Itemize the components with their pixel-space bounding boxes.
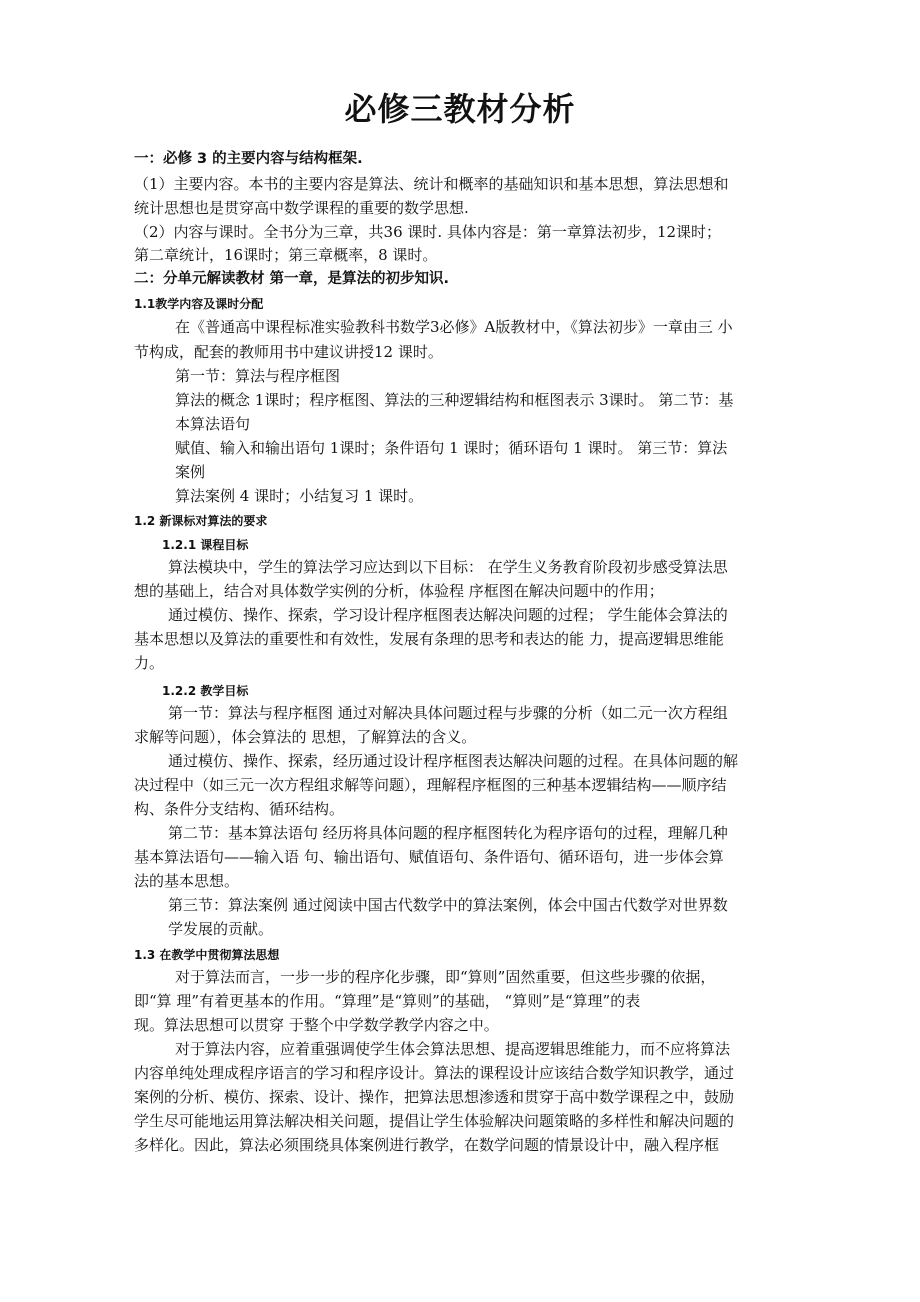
section-heading: 1.2.1 课程目标 — [162, 538, 249, 552]
paragraph-line: 对于算法而言，一步一步的程序化步骤，即“算则”固然重要，但这些步骤的依据， — [175, 968, 716, 986]
paragraph-line: 基本算法语句——输入语 句、输出语句、赋值语句、条件语句、循环语句，进一步体会算 — [134, 848, 724, 866]
paragraph-line: 力。 — [134, 654, 165, 672]
paragraph-line: 想的基础上，结合对具体数学实例的分析，体验程 序框图在解决问题中的作用； — [134, 582, 664, 600]
paragraph-line: 基本思想以及算法的重要性和有效性，发展有条理的思考和表达的能 力，提高逻辑思维能 — [134, 630, 724, 648]
paragraph-line: 构、条件分支结构、循环结构。 — [134, 800, 345, 818]
paragraph-line: 学生尽可能地运用算法解决相关问题，提倡让学生体验解决问题策略的多样性和解决问题的 — [134, 1112, 735, 1130]
paragraph-line: 决过程中（如三元一次方程组求解等问题），理解程序框图的三种基本逻辑结构——顺序结 — [134, 776, 727, 794]
paragraph-line: 第一节：算法与程序框图 — [175, 367, 341, 385]
paragraph-line: 第二章统计，16课时；第三章概率，8 课时。 — [134, 246, 438, 264]
paragraph-line: 求解等问题），体会算法的 思想，了解算法的含义。 — [134, 728, 477, 746]
section-heading: 1.3 在教学中贯彻算法思想 — [134, 948, 280, 962]
paragraph-line: 第一节：算法与程序框图 通过对解决具体问题过程与步骤的分析（如二元一次方程组 — [168, 704, 728, 722]
paragraph-line: （2）内容与课时。全书分为三章，共36 课时. 具体内容是：第一章算法初步，12课时； — [134, 223, 722, 241]
paragraph-line: 节构成，配套的教师用书中建议讲授12 课时。 — [134, 343, 443, 361]
paragraph-line: 对于算法内容，应着重强调使学生体会算法思想、提高逻辑思维能力，而不应将算法 — [175, 1040, 731, 1058]
paragraph-line: 案例 — [175, 463, 206, 481]
paragraph-line: 本算法语句 — [175, 415, 251, 433]
paragraph-line: 现。算法思想可以贯穿 于整个中学数学教学内容之中。 — [134, 1016, 499, 1034]
section-heading: 二：分单元解读教材 第一章，是算法的初步知识. — [134, 271, 450, 287]
paragraph-line: 即“算 理”有着更基本的作用。“算理”是“算则”的基础， “算则”是“算理”的表 — [134, 992, 641, 1010]
paragraph-line: 学发展的贡献。 — [168, 920, 274, 938]
paragraph-line: 赋值、输入和输出语句 1课时；条件语句 1 课时；循环语句 1 课时。 第三节：算法 — [175, 439, 728, 457]
paragraph-line: 法的基本思想。 — [134, 872, 240, 890]
paragraph-line: 统计思想也是贯穿高中数学课程的重要的数学思想. — [134, 199, 469, 217]
paragraph-line: 通过模仿、操作、探索，经历通过设计程序框图表达解决问题的过程。在具体问题的解 — [168, 752, 739, 770]
paragraph-line: （1）主要内容。本书的主要内容是算法、统计和概率的基础知识和基本思想，算法思想和 — [134, 175, 729, 193]
section-heading: 1.2.2 教学目标 — [162, 684, 249, 698]
paragraph-line: 第三节：算法案例 通过阅读中国古代数学中的算法案例，体会中国古代数学对世界数 — [168, 896, 728, 914]
paragraph-line: 在《普通高中课程标准实验教科书数学3必修》A版教材中，《算法初步》一章由三 小 — [175, 318, 733, 336]
document-title: 必修三教材分析 — [344, 90, 576, 128]
paragraph-line: 内容单纯处理成程序语言的学习和程序设计。算法的课程设计应该结合数学知识教学，通过 — [134, 1064, 735, 1082]
section-heading: 一：必修 3 的主要内容与结构框架. — [134, 151, 363, 167]
paragraph-line: 第二节：基本算法语句 经历将具体问题的程序框图转化为程序语句的过程，理解几种 — [168, 824, 728, 842]
paragraph-line: 通过模仿、操作、探索，学习设计程序框图表达解决问题的过程； 学生能体会算法的 — [168, 606, 728, 624]
paragraph-line: 多样化。因此，算法必须围绕具体案例进行教学，在数学问题的情景设计中，融入程序框 — [134, 1136, 720, 1154]
paragraph-line: 算法案例 4 课时；小结复习 1 课时。 — [175, 487, 424, 505]
paragraph-line: 算法模块中，学生的算法学习应达到以下目标： 在学生义务教育阶段初步感受算法思 — [168, 558, 728, 576]
paragraph-line: 算法的概念 1课时；程序框图、算法的三种逻辑结构和框图表示 3课时。 第二节：基 — [175, 391, 734, 409]
paragraph-line: 案例的分析、模仿、探索、设计、操作，把算法思想渗透和贯穿于高中数学课程之中，鼓励 — [134, 1088, 735, 1106]
section-heading: 1.1教学内容及课时分配 — [134, 297, 264, 311]
section-heading: 1.2 新课标对算法的要求 — [134, 514, 268, 528]
